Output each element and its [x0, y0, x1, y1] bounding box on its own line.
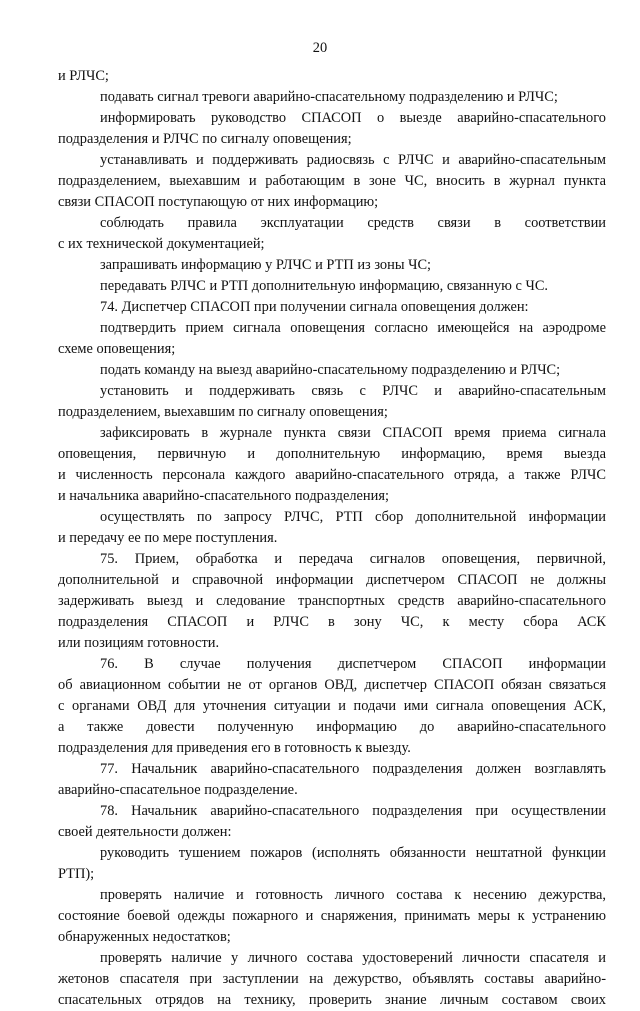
text-line: установить и поддерживать связь с РЛЧС и аварийно-спасательным	[100, 383, 606, 399]
text-line: проверять наличие у личного состава удостоверений личности спасателя и	[100, 950, 606, 966]
text-line: подразделения для приведения его в готовность к выезду.	[58, 740, 411, 756]
text-line: РТП);	[58, 866, 95, 882]
text-line: с органами ОВД для уточнения ситуации и подачи ими сигнала оповещения АСК,	[58, 698, 606, 714]
text-line: 76. В случае получения диспетчером СПАСОП информации	[100, 656, 606, 672]
text-line: подать команду на выезд аварийно-спасательному подразделению и РЛЧС;	[100, 362, 561, 378]
text-line: подавать сигнал тревоги аварийно-спасательному подразделению и РЛЧС;	[100, 89, 558, 105]
text-line: состояние боевой одежды пожарного и снаряжения, принимать меры к устранению	[58, 908, 606, 924]
text-line: руководить тушением пожаров (исполнять обязанности нештатной функции	[100, 845, 606, 861]
text-line: информировать руководство СПАСОП о выезде аварийно-спасательного	[100, 110, 606, 126]
text-line: подразделения и РЛЧС по сигналу оповещения;	[58, 131, 352, 147]
text-line: связи СПАСОП поступающую от них информацию;	[58, 194, 379, 210]
text-line: оповещения, первичную и дополнительную информацию, время выезда	[58, 446, 606, 462]
text-line: обнаруженных недостатков;	[58, 929, 231, 945]
text-line: или позициям готовности.	[58, 635, 220, 651]
text-line: и передачу ее по мере поступления.	[58, 530, 278, 546]
text-line: об авиационном событии не от органов ОВД, диспетчер СПАСОП обязан связаться	[58, 677, 606, 693]
text-line: 75. Прием, обработка и передача сигналов оповещения, первичной,	[100, 551, 606, 567]
text-line: своей деятельности должен:	[58, 824, 232, 840]
text-line: схеме оповещения;	[58, 341, 176, 357]
text-line: осуществлять по запросу РЛЧС, РТП сбор дополнительной информации	[100, 509, 606, 525]
text-line: дополнительной и справочной информации диспетчером СПАСОП не должны	[58, 572, 606, 588]
text-line: 74. Диспетчер СПАСОП при получении сигнала оповещения должен:	[100, 299, 529, 315]
text-line: подразделением, выехавшим по сигналу оповещения;	[58, 404, 388, 420]
page-body	[58, 66, 606, 1011]
text-line: спасательных отрядов на технику, проверить знание личным составом своих	[58, 992, 606, 1008]
text-line: аварийно-спасательное подразделение.	[58, 782, 298, 798]
text-line: задерживать выезд и следование транспортных средств аварийно-спасательного	[58, 593, 606, 609]
text-line: а также довести полученную информацию до аварийно-спасательного	[58, 719, 606, 735]
text-line: проверять наличие и готовность личного состава к несению дежурства,	[100, 887, 606, 903]
text-line: 78. Начальник аварийно-спасательного подразделения при осуществлении	[100, 803, 606, 819]
text-line: и начальника аварийно-спасательного подразделения;	[58, 488, 389, 504]
text-line: подразделения СПАСОП и РЛЧС в зону ЧС, к месту сбора АСК	[58, 614, 606, 630]
text-line: и численность персонала каждого аварийно-спасательного отряда, а также РЛЧС	[58, 467, 606, 483]
page-number: 20	[312, 40, 328, 56]
text-line: подразделением, выехавшим и работающим в зоне ЧС, вносить в журнал пункта	[58, 173, 606, 189]
text-line: зафиксировать в журнале пункта связи СПАСОП время приема сигнала	[100, 425, 606, 441]
text-line: с их технической документацией;	[58, 236, 265, 252]
text-line: устанавливать и поддерживать радиосвязь с РЛЧС и аварийно-спасательным	[100, 152, 606, 168]
text-line: подтвердить прием сигнала оповещения согласно имеющейся на аэродроме	[100, 320, 606, 336]
text-line: и РЛЧС;	[58, 68, 109, 84]
text-line: 77. Начальник аварийно-спасательного подразделения должен возглавлять	[100, 761, 606, 777]
text-line: соблюдать правила эксплуатации средств связи в соответствии	[100, 215, 606, 231]
text-line: передавать РЛЧС и РТП дополнительную информацию, связанную с ЧС.	[100, 278, 549, 294]
text-line: запрашивать информацию у РЛЧС и РТП из зоны ЧС;	[100, 257, 432, 273]
text-line: жетонов спасателя при заступлении на дежурство, объявлять составы аварийно-	[58, 971, 606, 987]
